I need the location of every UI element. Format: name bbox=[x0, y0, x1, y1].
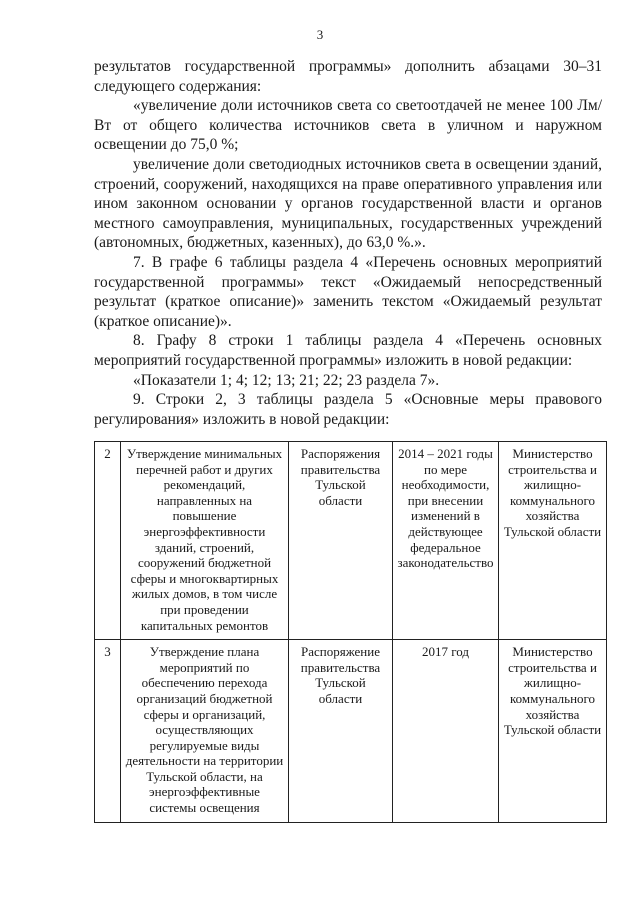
measure-cell: Утверждение плана мероприятий по обеспечению перехода организаций бюджетной сферы и организаций, осуществляющих регулируемые виды деятельности на территории Тульской области, на энергоэффективные системы освещения bbox=[121, 640, 289, 823]
executor-cell: Министерство строительства и жилищно-коммунального хозяйства Тульской области bbox=[499, 640, 607, 823]
executor-cell: Министерство строительства и жилищно-коммунального хозяйства Тульской области bbox=[499, 442, 607, 640]
table-row bbox=[95, 640, 607, 823]
paragraph: 8. Графу 8 строки 1 таблицы раздела 4 «Перечень основных мероприятий государственной программы» изложить в новой редакции: bbox=[94, 332, 602, 369]
period-cell: 2014 – 2021 годы по мере необходимости, при внесении изменений в действующее федеральное законодательство bbox=[393, 442, 499, 640]
document-cell: Распоряжение правительства Тульской области bbox=[289, 640, 393, 823]
page-number: 3 bbox=[316, 27, 324, 42]
table-row bbox=[95, 442, 607, 640]
document-body bbox=[94, 57, 602, 429]
paragraph: «увеличение доли источников света со светоотдачей не менее 100 Лм/Вт от общего количества источников света в уличном и наружном освещении до 75,0 %; bbox=[94, 97, 602, 154]
legal-measures-table bbox=[94, 441, 607, 823]
document-cell: Распоряжения правительства Тульской области bbox=[289, 442, 393, 640]
paragraph: «Показатели 1; 4; 12; 13; 21; 22; 23 раздела 7». bbox=[133, 371, 440, 389]
paragraph: результатов государственной программы» дополнить абзацами 30–31 следующего содержания: bbox=[94, 58, 602, 95]
row-number-cell: 3 bbox=[95, 640, 121, 823]
paragraph: 7. В графе 6 таблицы раздела 4 «Перечень основных мероприятий государственной программы» текст «Ожидаемый непосредственный результат (краткое описание)» заменить текстом «Ожидаемый результат (краткое описание)». bbox=[94, 253, 602, 330]
row-number-cell: 2 bbox=[95, 442, 121, 640]
paragraph: 9. Строки 2, 3 таблицы раздела 5 «Основные меры правового регулирования» изложить в новой редакции: bbox=[94, 391, 602, 428]
paragraph: увеличение доли светодиодных источников света в освещении зданий, строений, сооружений, находящихся на праве оперативного управления или ином законном основании у органов государственной власти и органов местного самоуправления, муниципальных, государственных учреждений (автономных, бюджетных, казенных), до 63,0 %.». bbox=[94, 155, 602, 252]
period-cell: 2017 год bbox=[393, 640, 499, 823]
measure-cell: Утверждение минимальных перечней работ и других рекомендаций, направленных на повышение энергоэффективности зданий, строений, сооружений бюджетной сферы и многоквартирных жилых домов, в том числе при проведении капитальных ремонтов bbox=[121, 442, 289, 640]
